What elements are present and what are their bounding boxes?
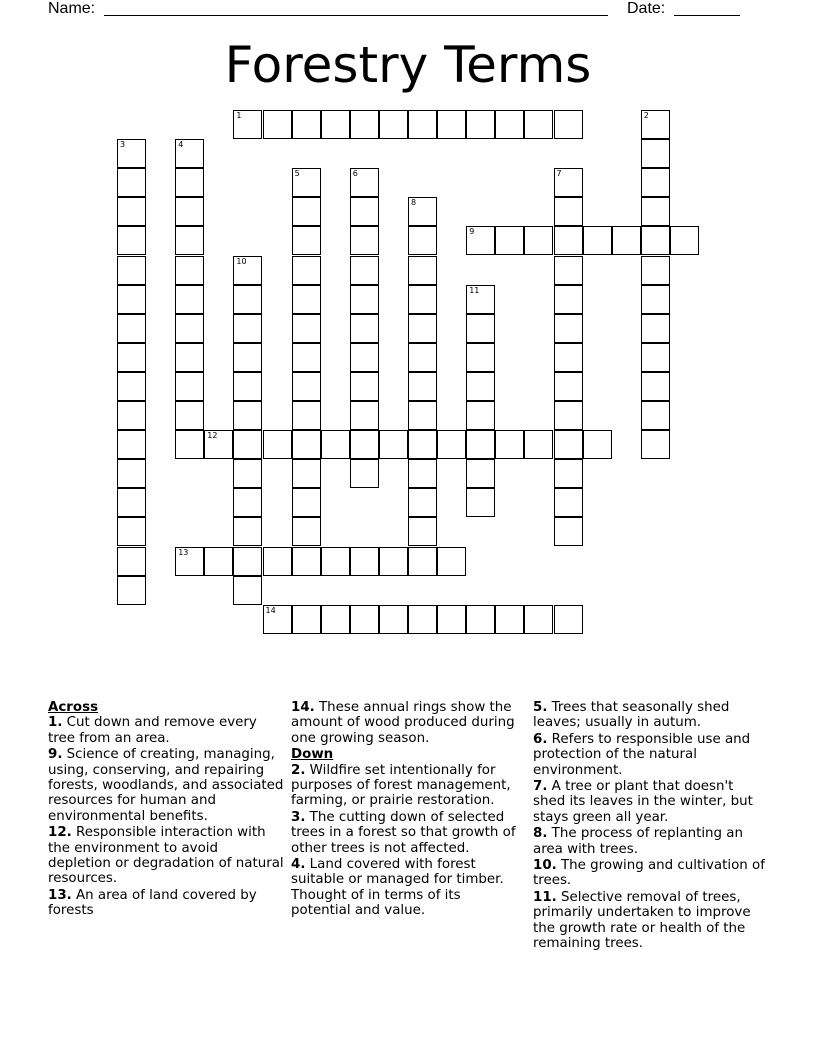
- crossword-cell[interactable]: [175, 343, 204, 372]
- crossword-cell[interactable]: [292, 343, 321, 372]
- crossword-cell[interactable]: [554, 168, 583, 197]
- clue-down: 7. A tree or plant that doesn't shed its leaves in the winter, but stays green all year.: [533, 779, 753, 825]
- crossword-cell[interactable]: [641, 343, 670, 372]
- crossword-cell[interactable]: [554, 430, 583, 459]
- crossword-cell[interactable]: [408, 605, 437, 634]
- crossword-cell[interactable]: [350, 285, 379, 314]
- crossword-cell[interactable]: [466, 401, 495, 430]
- crossword-cell[interactable]: [117, 314, 146, 343]
- crossword-cell[interactable]: [554, 110, 583, 139]
- crossword-cell[interactable]: [117, 226, 146, 255]
- clues-column-2: [291, 700, 523, 920]
- crossword-cell[interactable]: [466, 488, 495, 517]
- clue-number: 8: [411, 198, 417, 208]
- crossword-cell[interactable]: [612, 226, 641, 255]
- crossword-cell[interactable]: [350, 430, 379, 459]
- crossword-cell[interactable]: [554, 372, 583, 401]
- crossword-cell[interactable]: [117, 430, 146, 459]
- crossword-cell[interactable]: [321, 605, 350, 634]
- crossword-cell[interactable]: [350, 459, 379, 488]
- crossword-cell[interactable]: [117, 517, 146, 546]
- crossword-cell[interactable]: [495, 605, 524, 634]
- clue-down: 3. The cutting down of selected trees in a forest so that growth of other trees is not affected.: [291, 809, 516, 856]
- crossword-cell[interactable]: [408, 372, 437, 401]
- crossword-cell[interactable]: [117, 197, 146, 226]
- crossword-cell[interactable]: [175, 401, 204, 430]
- crossword-cell[interactable]: [641, 401, 670, 430]
- crossword-cell[interactable]: [408, 459, 437, 488]
- crossword-cell[interactable]: [408, 401, 437, 430]
- crossword-cell[interactable]: [641, 285, 670, 314]
- crossword-cell[interactable]: [379, 430, 408, 459]
- crossword-cell[interactable]: [495, 430, 524, 459]
- crossword-cell[interactable]: [408, 517, 437, 546]
- crossword-cell[interactable]: [554, 517, 583, 546]
- clue-down: 11. Selective removal of trees, primarily undertaken to improve the growth rate or health of the remaining trees.: [533, 889, 751, 952]
- clue-number: 5: [294, 169, 300, 179]
- crossword-cell[interactable]: [292, 197, 321, 226]
- crossword-cell[interactable]: [263, 605, 292, 634]
- crossword-cell[interactable]: [117, 459, 146, 488]
- crossword-cell[interactable]: [466, 343, 495, 372]
- clue-across: 14. These annual rings show the amount of wood produced during one growing season.: [291, 700, 515, 746]
- crossword-cell[interactable]: [408, 197, 437, 226]
- crossword-cell[interactable]: [408, 430, 437, 459]
- clue-across: 9. Science of creating, managing, using, conserving, and repairing forests, woodlands, and associated resources for human and environmental benefits.: [48, 747, 284, 824]
- crossword-cell[interactable]: [321, 430, 350, 459]
- clue-across: 13. An area of land covered by forests: [48, 887, 257, 919]
- clue-number: 14: [265, 605, 276, 615]
- clue-number: 10: [236, 256, 247, 266]
- crossword-cell[interactable]: [466, 314, 495, 343]
- crossword-cell[interactable]: [350, 110, 379, 139]
- crossword-cell[interactable]: [554, 401, 583, 430]
- crossword-cell[interactable]: [292, 430, 321, 459]
- crossword-cell[interactable]: [350, 401, 379, 430]
- crossword-cell[interactable]: [641, 197, 670, 226]
- crossword-cell[interactable]: [175, 168, 204, 197]
- down-header: Down: [291, 747, 334, 763]
- crossword-cell[interactable]: [204, 430, 233, 459]
- crossword-cell[interactable]: [233, 285, 262, 314]
- clue-number: 11: [469, 285, 480, 295]
- crossword-cell[interactable]: [408, 343, 437, 372]
- crossword-cell[interactable]: [117, 285, 146, 314]
- crossword-cell[interactable]: [641, 226, 670, 255]
- clue-down: 2. Wildfire set intentionally for purposes of forest management, farming, or prairie restoration.: [291, 762, 511, 809]
- crossword-cell[interactable]: [233, 256, 262, 285]
- crossword-cell[interactable]: [350, 605, 379, 634]
- clue-number: 3: [120, 140, 126, 150]
- clue-number: 2: [643, 111, 649, 120]
- crossword-cell[interactable]: [379, 110, 408, 139]
- crossword-cell[interactable]: [292, 547, 321, 576]
- crossword-cell[interactable]: [466, 459, 495, 488]
- crossword-cell[interactable]: [524, 605, 553, 634]
- crossword-cell[interactable]: [554, 226, 583, 255]
- crossword-cell[interactable]: [641, 256, 670, 285]
- clue-across: 1. Cut down and remove every tree from an area.: [48, 715, 257, 746]
- crossword-cell[interactable]: [233, 547, 262, 576]
- crossword-cell[interactable]: [408, 547, 437, 576]
- crossword-cell[interactable]: [117, 547, 146, 576]
- crossword-cell[interactable]: [641, 139, 670, 168]
- crossword-cell[interactable]: [524, 430, 553, 459]
- crossword-cell[interactable]: [292, 372, 321, 401]
- crossword-cell[interactable]: [292, 285, 321, 314]
- crossword-cell[interactable]: [350, 372, 379, 401]
- crossword-cell[interactable]: [175, 314, 204, 343]
- crossword-cell[interactable]: [408, 488, 437, 517]
- crossword-cell[interactable]: [233, 314, 262, 343]
- crossword-cell[interactable]: [117, 139, 146, 168]
- crossword-cell[interactable]: [233, 576, 262, 605]
- crossword-cell[interactable]: [350, 256, 379, 285]
- crossword-cell[interactable]: [292, 488, 321, 517]
- crossword-cell[interactable]: [263, 110, 292, 139]
- crossword-cell[interactable]: [641, 168, 670, 197]
- crossword-cell[interactable]: [554, 285, 583, 314]
- crossword-cell[interactable]: [233, 110, 262, 139]
- crossword-cell[interactable]: [292, 517, 321, 546]
- clue-number: 4: [178, 140, 184, 150]
- crossword-cell[interactable]: [175, 547, 204, 576]
- page-title: Forestry Terms: [224, 36, 592, 94]
- crossword-cell[interactable]: [117, 372, 146, 401]
- crossword-cell[interactable]: [350, 226, 379, 255]
- crossword-cell[interactable]: [466, 226, 495, 255]
- crossword-cell[interactable]: [117, 488, 146, 517]
- crossword-cell[interactable]: [321, 110, 350, 139]
- crossword-cell[interactable]: [292, 226, 321, 255]
- crossword-cell[interactable]: [350, 168, 379, 197]
- crossword-cell[interactable]: [641, 314, 670, 343]
- crossword-cell[interactable]: [641, 372, 670, 401]
- across-header: Across: [48, 700, 99, 715]
- crossword-cell[interactable]: [554, 605, 583, 634]
- crossword-cell[interactable]: [554, 488, 583, 517]
- crossword-cell[interactable]: [175, 256, 204, 285]
- crossword-cell[interactable]: [670, 226, 699, 255]
- crossword-cell[interactable]: [321, 547, 350, 576]
- crossword-cell[interactable]: [408, 285, 437, 314]
- clue-number: 6: [352, 169, 358, 179]
- crossword-cell[interactable]: [233, 488, 262, 517]
- clue-down: 10. The growing and cultivation of trees.: [533, 858, 765, 889]
- crossword-cell[interactable]: [292, 605, 321, 634]
- crossword-cell[interactable]: [233, 372, 262, 401]
- crossword-cell[interactable]: [175, 285, 204, 314]
- clue-down: 5. Trees that seasonally shed leaves; usually in autum.: [533, 700, 730, 731]
- crossword-cell[interactable]: [408, 110, 437, 139]
- crossword-cell[interactable]: [466, 372, 495, 401]
- crossword-cell[interactable]: [466, 605, 495, 634]
- crossword-cell[interactable]: [117, 401, 146, 430]
- clue-down: 4. Land covered with forest suitable or managed for timber. Thought of in terms of its potential and value.: [291, 857, 504, 919]
- crossword-cell[interactable]: [437, 110, 466, 139]
- crossword-cell[interactable]: [292, 256, 321, 285]
- clues-column-1: [48, 700, 284, 920]
- crossword-cell[interactable]: [583, 226, 612, 255]
- crossword-cell[interactable]: [350, 314, 379, 343]
- crossword-cell[interactable]: [292, 110, 321, 139]
- crossword-cell[interactable]: [554, 314, 583, 343]
- crossword-cell[interactable]: [524, 110, 553, 139]
- clue-across: 12. Responsible interaction with the environment to avoid depletion or degradation of natural resources.: [48, 825, 284, 887]
- crossword-cell[interactable]: [466, 110, 495, 139]
- clue-number: 7: [556, 169, 562, 179]
- crossword-cell[interactable]: [379, 547, 408, 576]
- crossword-cell[interactable]: [292, 459, 321, 488]
- crossword-cell[interactable]: [437, 430, 466, 459]
- crossword-cell[interactable]: [233, 401, 262, 430]
- crossword-cell[interactable]: [641, 430, 670, 459]
- clue-down: 8. The process of replanting an area with trees.: [533, 826, 743, 857]
- crossword-cell[interactable]: [554, 459, 583, 488]
- crossword-cell[interactable]: [437, 547, 466, 576]
- crossword-cell[interactable]: [175, 430, 204, 459]
- crossword-cell[interactable]: [292, 168, 321, 197]
- crossword-cell[interactable]: [408, 256, 437, 285]
- crossword-cell[interactable]: [175, 226, 204, 255]
- crossword-cell[interactable]: [263, 547, 292, 576]
- crossword-cell[interactable]: [292, 401, 321, 430]
- crossword-cell[interactable]: [175, 372, 204, 401]
- crossword-cell[interactable]: [233, 517, 262, 546]
- crossword-cell[interactable]: [263, 430, 292, 459]
- crossword-cell[interactable]: [379, 605, 408, 634]
- crossword-cell[interactable]: [350, 547, 379, 576]
- crossword-cell[interactable]: [495, 226, 524, 255]
- clue-number: 9: [469, 227, 475, 237]
- crossword-cell[interactable]: [583, 430, 612, 459]
- clue-down: 6. Refers to responsible use and protection of the natural environment.: [533, 731, 751, 778]
- crossword-cell[interactable]: [292, 314, 321, 343]
- crossword-cell[interactable]: [175, 139, 204, 168]
- crossword-cell[interactable]: [233, 459, 262, 488]
- crossword-cell[interactable]: [554, 256, 583, 285]
- date-label: Date:: [627, 0, 666, 17]
- clue-number: 13: [178, 547, 189, 557]
- crossword-cell[interactable]: [437, 605, 466, 634]
- crossword-cell[interactable]: [554, 197, 583, 226]
- crossword-cell[interactable]: [554, 343, 583, 372]
- crossword-cell[interactable]: [408, 314, 437, 343]
- crossword-cell[interactable]: [466, 430, 495, 459]
- crossword-cell[interactable]: [408, 226, 437, 255]
- crossword-cell[interactable]: [524, 226, 553, 255]
- crossword-cell[interactable]: [117, 168, 146, 197]
- crossword-cell[interactable]: [204, 547, 233, 576]
- crossword-cell[interactable]: [175, 197, 204, 226]
- crossword-cell[interactable]: [117, 576, 146, 605]
- crossword-cell[interactable]: [495, 110, 524, 139]
- clues-column-3: [533, 700, 767, 953]
- crossword-cell[interactable]: [350, 197, 379, 226]
- crossword-cell[interactable]: [117, 256, 146, 285]
- clue-number: 12: [207, 431, 218, 441]
- crossword-cell[interactable]: [117, 343, 146, 372]
- crossword-cell[interactable]: [233, 343, 262, 372]
- crossword-cell[interactable]: [466, 285, 495, 314]
- clue-number: 1: [236, 111, 242, 120]
- name-label: Name:: [48, 0, 96, 17]
- crossword-cell[interactable]: [233, 430, 262, 459]
- crossword-cell[interactable]: [350, 343, 379, 372]
- crossword-cell[interactable]: [641, 110, 670, 139]
